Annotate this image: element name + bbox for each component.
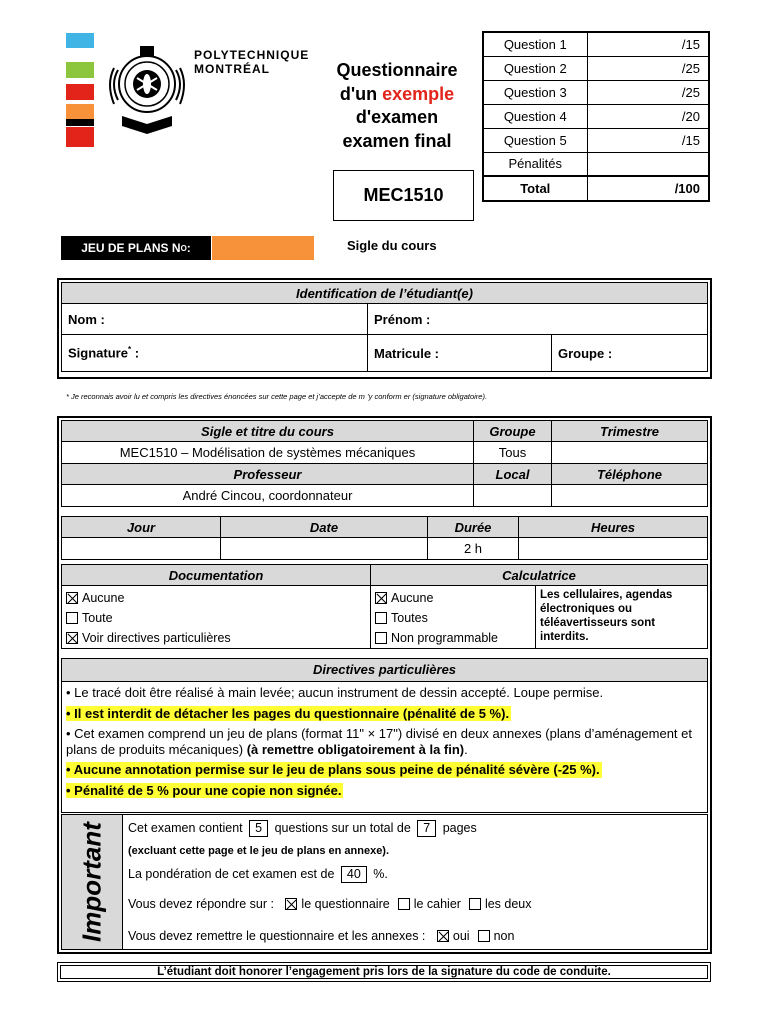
sigle-titre-value: MEC1510 – Modélisation de systèmes mécaniques	[62, 442, 474, 464]
document-title: Questionnaire d'un exemple d'examen examen final	[336, 60, 458, 151]
checked-box-icon[interactable]	[285, 898, 297, 910]
unchecked-box-icon[interactable]	[375, 612, 387, 624]
trimestre-value	[552, 442, 708, 464]
documentation-header: Documentation	[62, 565, 371, 586]
sigle-titre-header: Sigle et titre du cours	[62, 421, 474, 442]
jeu-de-plans-label: JEU DE PLANS N O :	[61, 236, 211, 260]
matricule-field[interactable]: Matricule :	[368, 335, 552, 372]
checkbox-label: Toutes	[391, 611, 428, 625]
prenom-field[interactable]: Prénom :	[368, 304, 708, 335]
professeur-value: André Cincou, coordonnateur	[62, 485, 474, 507]
checkbox-option[interactable]	[371, 588, 535, 608]
checkbox-option[interactable]	[371, 608, 535, 628]
sigle-label: Sigle du cours	[347, 238, 437, 253]
checked-box-icon[interactable]	[375, 592, 387, 604]
score-row	[483, 32, 709, 56]
checkbox-label: Aucune	[82, 591, 125, 605]
score-label: Question 4	[483, 104, 587, 128]
unchecked-box-icon[interactable]	[478, 930, 490, 942]
return-line: Vous devez remettre le questionnaire et les annexes : oui non	[128, 929, 515, 943]
score-value: /15	[587, 32, 709, 56]
score-value: /15	[587, 128, 709, 152]
signature-field[interactable]: Signature* :	[62, 335, 368, 372]
exam-pages-note: (excluant cette page et le jeu de plans en annexe).	[128, 845, 390, 857]
nom-field[interactable]: Nom :	[62, 304, 368, 335]
calculatrice-note: Les cellulaires, agendas électroniques ou téléavertisseurs sont interdits.	[536, 586, 708, 649]
score-label: Question 3	[483, 80, 587, 104]
checkbox-option[interactable]	[478, 929, 515, 943]
groupe-header: Groupe	[474, 421, 552, 442]
important-label-cell	[62, 815, 123, 949]
telephone-value	[552, 485, 708, 507]
score-value	[587, 152, 709, 176]
unchecked-box-icon[interactable]	[375, 632, 387, 644]
date-header: Date	[221, 517, 428, 538]
identification-section	[57, 278, 712, 379]
duree-value: 2 h	[428, 538, 519, 560]
questions-count-box: 5	[249, 820, 268, 837]
ponderation-line: La pondération de cet examen est de 40 %.	[128, 867, 388, 881]
local-header: Local	[474, 464, 552, 485]
checked-box-icon[interactable]	[66, 592, 78, 604]
score-row	[483, 56, 709, 80]
checkbox-option[interactable]	[285, 897, 389, 911]
checkbox-label: les deux	[484, 897, 532, 911]
signature-note: * Je reconnais avoir lu et compris les directives énoncées sur cette page et j’accepte de m ’y conform er (signature obligatoire).	[66, 392, 488, 401]
score-row	[483, 152, 709, 176]
important-label: Important	[76, 822, 107, 942]
footer-box	[57, 962, 711, 982]
logo-color-bar	[66, 127, 94, 147]
heures-value	[519, 538, 708, 560]
local-value	[474, 485, 552, 507]
checkbox-option[interactable]	[62, 608, 370, 628]
directive-item: • Il est interdit de détacher les pages du questionnaire (pénalité de 5 %).	[66, 705, 510, 721]
unchecked-box-icon[interactable]	[398, 898, 410, 910]
groupe-value: Tous	[474, 442, 552, 464]
jour-value	[62, 538, 221, 560]
logo-color-bar	[66, 104, 94, 119]
score-row	[483, 128, 709, 152]
date-value	[221, 538, 428, 560]
checkbox-label: Voir directives particulières	[82, 631, 231, 645]
footer-text: L’étudiant doit honorer l’engagement pris lors de la signature du code de conduite.	[60, 965, 708, 979]
checkbox-label: Aucune	[391, 591, 434, 605]
unchecked-box-icon[interactable]	[66, 612, 78, 624]
pages-count-box: 7	[417, 820, 436, 837]
professeur-header: Professeur	[62, 464, 474, 485]
directive-item: • Aucune annotation permise sur le jeu de plans sous peine de pénalité sévère (-25 %).	[66, 762, 600, 777]
checkbox-label: Toute	[82, 611, 113, 625]
answer-on-line: Vous devez répondre sur : le questionnaire le cahier les deux	[128, 897, 532, 911]
directive-item: • Pénalité de 5 % pour une copie non signée.	[66, 782, 342, 798]
directive-item: • Le tracé doit être réalisé à main levée; aucun instrument de dessin accepté. Loupe permise.	[66, 685, 604, 700]
checkbox-label: non	[493, 929, 515, 943]
directive-item: • Cet examen comprend un jeu de plans (format 11" × 17") divisé en deux annexes (plans d’aménagement et plans de produits mécaniques) (à remettre obligatoirement à la fin).	[66, 726, 692, 757]
telephone-header: Téléphone	[552, 464, 708, 485]
checkbox-label: le cahier	[413, 897, 461, 911]
checkbox-label: oui	[452, 929, 470, 943]
score-label: Question 5	[483, 128, 587, 152]
jeu-de-plans-field[interactable]	[212, 236, 314, 260]
crest-emblem-icon	[104, 40, 190, 136]
checkbox-option[interactable]	[62, 628, 370, 648]
jour-header: Jour	[62, 517, 221, 538]
title-highlight: exemple	[382, 83, 455, 104]
trimestre-header: Trimestre	[552, 421, 708, 442]
duree-header: Durée	[428, 517, 519, 538]
score-row	[483, 104, 709, 128]
checkbox-option[interactable]	[398, 897, 461, 911]
score-value: /20	[587, 104, 709, 128]
checkbox-label: Non programmable	[391, 631, 498, 645]
groupe-field[interactable]: Groupe :	[552, 335, 708, 372]
checkbox-option[interactable]	[62, 588, 370, 608]
calculatrice-header: Calculatrice	[371, 565, 708, 586]
logo-color-bar	[66, 84, 94, 100]
checkbox-label: le questionnaire	[301, 897, 390, 911]
exam-pages-line: Cet examen contient 5 questions sur un total de 7 pages	[128, 821, 477, 835]
score-label: Question 1	[483, 32, 587, 56]
checkbox-option[interactable]	[371, 628, 535, 648]
score-table	[482, 31, 710, 202]
ponderation-box: 40	[341, 866, 367, 883]
directives-header: Directives particulières	[62, 659, 707, 682]
directives-section	[61, 658, 708, 813]
score-label: Question 2	[483, 56, 587, 80]
checked-box-icon[interactable]	[66, 632, 78, 644]
checked-box-icon[interactable]	[437, 930, 449, 942]
score-label: Pénalités	[483, 152, 587, 176]
unchecked-box-icon[interactable]	[469, 898, 481, 910]
course-code-box: MEC1510	[333, 170, 474, 221]
identification-header: Identification de l’étudiant(e)	[62, 283, 708, 304]
institution-name: POLYTECHNIQUE MONTRÉAL	[194, 48, 310, 76]
score-row	[483, 80, 709, 104]
checkbox-option[interactable]	[437, 929, 470, 943]
checkbox-option[interactable]	[469, 897, 532, 911]
score-total-row: Total /100	[483, 176, 709, 201]
calculatrice-options	[371, 586, 536, 649]
logo-color-bar	[66, 33, 94, 48]
logo-color-bar	[66, 119, 94, 126]
documentation-options	[62, 586, 371, 649]
logo-color-bar	[66, 62, 94, 78]
score-value: /25	[587, 56, 709, 80]
heures-header: Heures	[519, 517, 708, 538]
score-value: /25	[587, 80, 709, 104]
